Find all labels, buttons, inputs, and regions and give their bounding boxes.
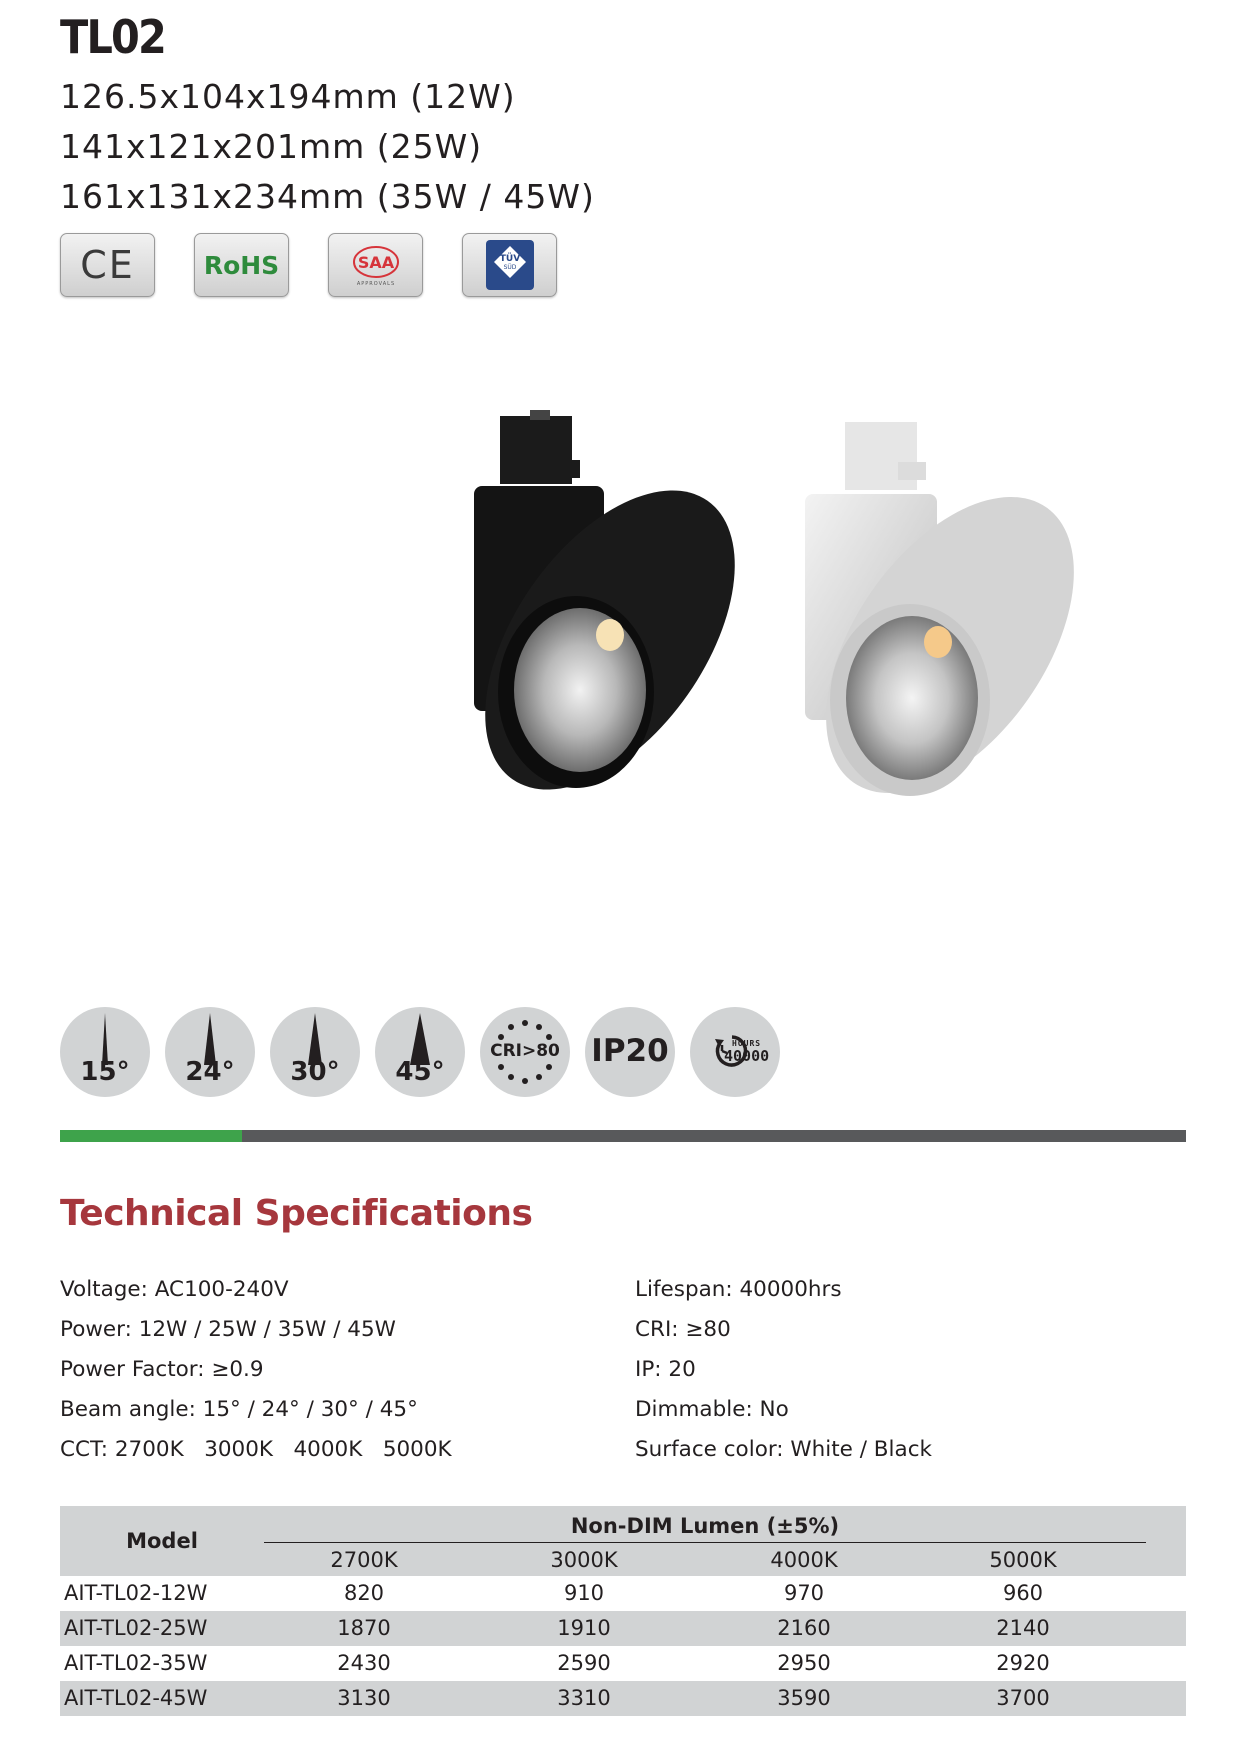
row-model: AIT-TL02-45W (64, 1686, 208, 1710)
beam-angle-label: 30° (290, 1057, 340, 1087)
beam-24-icon (165, 1007, 255, 1097)
cri-label: CRI>80 (490, 1041, 560, 1061)
row-model: AIT-TL02-12W (64, 1581, 208, 1605)
beam-angle-label: 24° (185, 1057, 235, 1087)
svg-text:SÜD: SÜD (503, 264, 516, 271)
table-header (60, 1506, 1186, 1576)
lumen-cell: 820 (343, 1581, 385, 1605)
dimension-line: 126.5x104x194mm (12W) (60, 77, 516, 116)
tuv-mark-icon (462, 233, 557, 297)
specs-left-column (60, 1270, 452, 1470)
cct-column-header: 3000K (550, 1548, 618, 1572)
section-title: Technical Specifications (60, 1193, 533, 1234)
product-photos (460, 410, 1180, 880)
ip-rating-icon (585, 1007, 675, 1097)
table-row (60, 1611, 1186, 1646)
spec-surface-color: Surface color: White / Black (635, 1437, 932, 1462)
model-column-header: Model (126, 1529, 198, 1553)
lumen-cell: 2950 (777, 1651, 831, 1675)
lumen-cell: 2160 (777, 1616, 831, 1640)
table-row (60, 1576, 1186, 1611)
cct-column-header: 4000K (770, 1548, 838, 1572)
lumen-cell: 3130 (337, 1686, 391, 1710)
spec-cct: CCT: 2700K 3000K 4000K 5000K (60, 1437, 452, 1462)
lifespan-clock-icon (690, 1007, 780, 1097)
saa-mark-icon (328, 233, 423, 297)
beam-15-icon (60, 1007, 150, 1097)
header-rule (264, 1542, 1146, 1543)
spec-beam-angle: Beam angle: 15° / 24° / 30° / 45° (60, 1397, 418, 1422)
dimension-line: 161x131x234mm (35W / 45W) (60, 177, 595, 216)
lumen-group-header: Non-DIM Lumen (±5%) (570, 1514, 840, 1538)
row-model: AIT-TL02-25W (64, 1616, 208, 1640)
lumen-cell: 960 (1002, 1581, 1044, 1605)
product-model-title: TL02 (60, 10, 166, 64)
dimension-line: 141x121x201mm (25W) (60, 127, 483, 166)
svg-text:APPROVALS: APPROVALS (356, 281, 395, 287)
lumen-cell: 3590 (777, 1686, 831, 1710)
svg-text:SAA: SAA (357, 253, 394, 272)
spec-power-factor: Power Factor: ≥0.9 (60, 1357, 264, 1382)
cri-icon (480, 1007, 570, 1097)
lumen-cell: 2430 (337, 1651, 391, 1675)
lumen-cell: 3310 (557, 1686, 611, 1710)
beam-45-icon (375, 1007, 465, 1097)
hours-value: 40000 (724, 1047, 770, 1065)
cct-column-header: 5000K (989, 1548, 1057, 1572)
row-model: AIT-TL02-35W (64, 1651, 208, 1675)
ce-mark-icon (60, 233, 155, 297)
lumen-cell: 2590 (557, 1651, 611, 1675)
lumen-table (60, 1506, 1186, 1716)
rohs-mark-text: RoHS (203, 250, 280, 280)
svg-text:TÜV: TÜV (499, 254, 520, 264)
lumen-cell: 2920 (996, 1651, 1050, 1675)
lumen-cell: 970 (783, 1581, 825, 1605)
spec-power: Power: 12W / 25W / 35W / 45W (60, 1317, 396, 1342)
lumen-cell: 3700 (996, 1686, 1050, 1710)
white-spotlight (776, 422, 1124, 837)
ip-label: IP20 (591, 1033, 669, 1069)
spec-lifespan: Lifespan: 40000hrs (635, 1277, 842, 1302)
lumen-cell: 1910 (557, 1616, 611, 1640)
rohs-mark-icon (194, 233, 289, 297)
dimensions-list (60, 72, 595, 222)
table-row (60, 1646, 1186, 1681)
lumen-cell: 1870 (337, 1616, 391, 1640)
spec-dimmable: Dimmable: No (635, 1397, 789, 1422)
beam-angle-label: 15° (80, 1057, 130, 1087)
spec-voltage: Voltage: AC100-240V (60, 1277, 289, 1302)
spec-cri: CRI: ≥80 (635, 1317, 731, 1342)
divider-accent (60, 1130, 242, 1142)
saa-logo (341, 240, 411, 290)
hours-label: HOURS (732, 1039, 762, 1048)
table-row (60, 1681, 1186, 1716)
lumen-cell: 2140 (996, 1616, 1050, 1640)
cct-column-header: 2700K (330, 1548, 398, 1572)
spec-ip: IP: 20 (635, 1357, 696, 1382)
beam-30-icon (270, 1007, 360, 1097)
tuv-logo (478, 236, 542, 294)
lumen-cell: 910 (563, 1581, 605, 1605)
beam-angle-label: 45° (395, 1057, 445, 1087)
section-divider (60, 1130, 1186, 1142)
specs-right-column (635, 1270, 932, 1470)
ce-mark-text: CE (80, 243, 135, 287)
black-spotlight (460, 410, 785, 834)
